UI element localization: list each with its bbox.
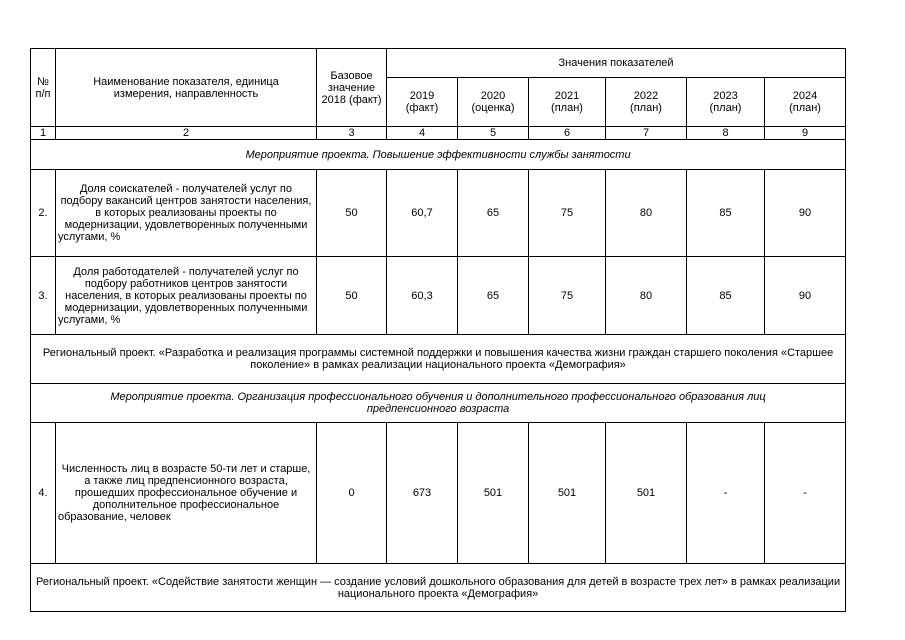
value-cell: 90 xyxy=(765,170,846,257)
header-year: 2023 (план) xyxy=(687,78,765,127)
value-cell: 85 xyxy=(687,257,765,335)
header-name: Наименование показателя, единица измерения, направленность xyxy=(56,49,317,127)
column-number: 1 xyxy=(31,127,56,140)
header-year: 2024 (план) xyxy=(765,78,846,127)
row-number: 4. xyxy=(31,423,56,564)
value-cell: 75 xyxy=(529,257,606,335)
value-cell: 0 xyxy=(317,423,387,564)
value-cell: 501 xyxy=(529,423,606,564)
value-cell: 501 xyxy=(458,423,529,564)
indicator-name: Доля работодателей - получателей услуг по подбору работников центров занятости населения, в которых реализованы проекты по модернизации, удовлетворенных полученными услугами, % xyxy=(56,257,317,335)
section-title: Мероприятие проекта. Повышение эффективности службы занятости xyxy=(31,140,846,170)
section-row xyxy=(31,140,846,170)
value-cell: 50 xyxy=(317,170,387,257)
value-cell: 60,7 xyxy=(387,170,458,257)
header-row-top xyxy=(31,49,846,78)
indicator-name: Доля соискателей - получателей услуг по подбору вакансий центров занятости населения, в которых реализованы проекты по модернизации, удовлетворенных полученными услугами, % xyxy=(56,170,317,257)
section-row xyxy=(31,384,846,423)
row-number: 2. xyxy=(31,170,56,257)
column-number: 2 xyxy=(56,127,317,140)
indicator-name: Численность лиц в возрасте 50-ти лет и старше, а также лиц предпенсионного возраста, прошедших профессиональное обучение и дополнительное профессиональное образование, человек xyxy=(56,423,317,564)
regional-project-title: Региональный проект. «Разработка и реализация программы системной поддержки и повышения качества жизни граждан старшего поколения «Старшее поколение» в рамках реализации национального проекта «Демография» xyxy=(31,335,846,384)
value-cell: 80 xyxy=(606,170,687,257)
value-cell: 673 xyxy=(387,423,458,564)
column-number: 5 xyxy=(458,127,529,140)
header-num: № п/п xyxy=(31,49,56,127)
header-year: 2019 (факт) xyxy=(387,78,458,127)
value-cell: 75 xyxy=(529,170,606,257)
column-number: 8 xyxy=(687,127,765,140)
header-year: 2022 (план) xyxy=(606,78,687,127)
column-number: 6 xyxy=(529,127,606,140)
header-year: 2021 (план) xyxy=(529,78,606,127)
value-cell: 50 xyxy=(317,257,387,335)
table-row xyxy=(31,257,846,335)
value-cell: - xyxy=(765,423,846,564)
column-number: 9 xyxy=(765,127,846,140)
header-base: Базовое значение 2018 (факт) xyxy=(317,49,387,127)
value-cell: 60,3 xyxy=(387,257,458,335)
regional-project-row xyxy=(31,335,846,384)
row-number: 3. xyxy=(31,257,56,335)
column-number: 3 xyxy=(317,127,387,140)
value-cell: - xyxy=(687,423,765,564)
value-cell: 80 xyxy=(606,257,687,335)
table-row xyxy=(31,170,846,257)
regional-project-row xyxy=(31,564,846,612)
table-row xyxy=(31,423,846,564)
header-values-group: Значения показателей xyxy=(387,49,846,78)
indicators-table xyxy=(30,48,846,612)
regional-project-title: Региональный проект. «Содействие занятости женщин — создание условий дошкольного образования для детей в возрасте трех лет» в рамках реализации национального проекта «Демография» xyxy=(31,564,846,612)
column-number: 7 xyxy=(606,127,687,140)
column-number: 4 xyxy=(387,127,458,140)
value-cell: 85 xyxy=(687,170,765,257)
value-cell: 65 xyxy=(458,257,529,335)
value-cell: 65 xyxy=(458,170,529,257)
column-number-row xyxy=(31,127,846,140)
value-cell: 501 xyxy=(606,423,687,564)
section-title: Мероприятие проекта. Организация профессионального обучения и дополнительного профессионального образования лиц предпенсионного возраста xyxy=(31,384,846,423)
value-cell: 90 xyxy=(765,257,846,335)
header-year: 2020 (оценка) xyxy=(458,78,529,127)
